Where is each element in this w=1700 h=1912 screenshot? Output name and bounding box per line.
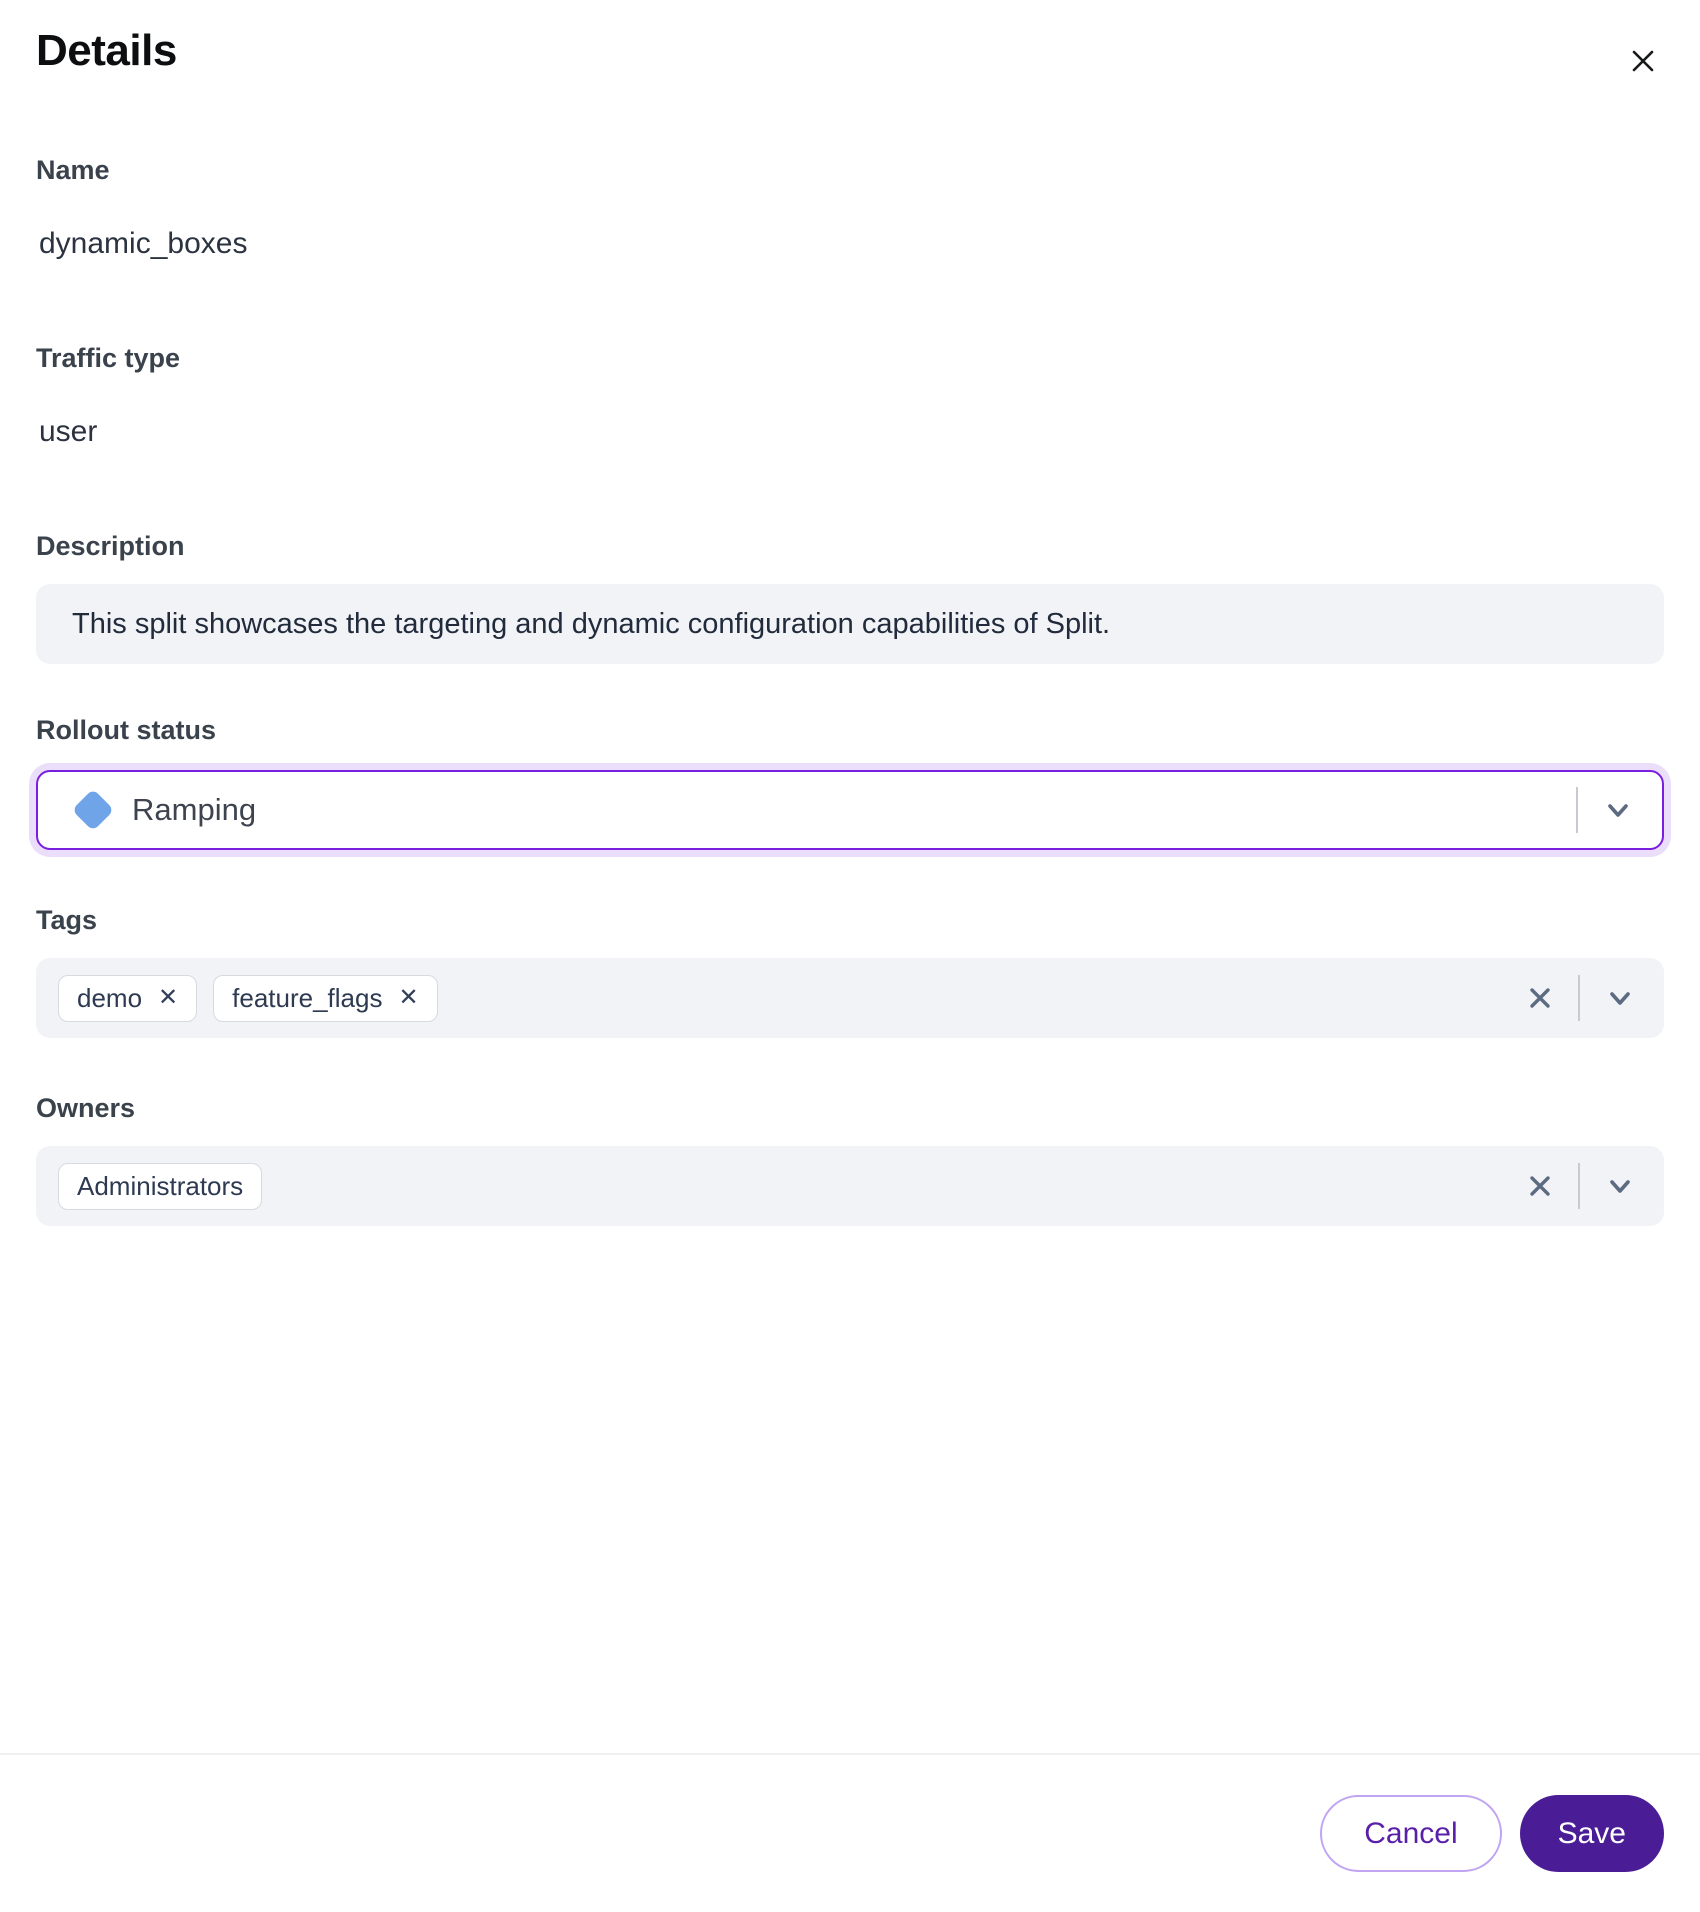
chip-remove-icon[interactable]: ✕ <box>158 984 179 1011</box>
tags-clear-button[interactable] <box>1522 980 1558 1016</box>
chip <box>58 975 197 1022</box>
rollout-status-label: Rollout status <box>36 715 216 745</box>
name-value: dynamic_boxes <box>39 227 248 260</box>
divider <box>1576 787 1578 833</box>
divider <box>1578 1163 1580 1209</box>
owners-controls <box>1522 1163 1664 1209</box>
name-label: Name <box>36 155 110 185</box>
traffic-type-value: user <box>39 415 98 448</box>
divider <box>1578 975 1580 1021</box>
clear-icon <box>1526 1172 1554 1200</box>
clear-icon <box>1526 984 1554 1012</box>
chip-label: demo <box>77 982 143 1013</box>
traffic-type-label: Traffic type <box>36 343 181 373</box>
rollout-status-select[interactable] <box>36 770 1664 850</box>
owners-field[interactable] <box>36 1146 1664 1226</box>
tags-controls <box>1522 975 1664 1021</box>
tags-label: Tags <box>36 905 98 935</box>
chevron-down-icon <box>1604 1170 1636 1202</box>
description-field <box>36 584 1664 664</box>
tags-dropdown-button[interactable] <box>1600 978 1640 1018</box>
close-icon <box>1628 46 1658 76</box>
tags-chip-list <box>58 975 1522 1022</box>
owners-clear-button[interactable] <box>1522 1168 1558 1204</box>
description-label: Description <box>36 531 185 561</box>
chevron-down-icon <box>1604 982 1636 1014</box>
save-button[interactable]: Save <box>1520 1795 1664 1872</box>
page-title: Details <box>36 26 177 75</box>
cancel-button[interactable]: Cancel <box>1320 1795 1501 1872</box>
chip-label: Administrators <box>77 1170 244 1201</box>
modal-footer <box>0 1753 1700 1912</box>
chevron-down-icon <box>1602 794 1634 826</box>
rollout-status-dropdown-button[interactable] <box>1598 790 1638 830</box>
owners-chip-list <box>58 1163 1522 1210</box>
owners-dropdown-button[interactable] <box>1600 1166 1640 1206</box>
rollout-status-value: Ramping <box>132 792 257 827</box>
owners-label: Owners <box>36 1093 136 1123</box>
select-controls <box>1576 787 1662 833</box>
tags-field[interactable] <box>36 958 1664 1038</box>
chip-remove-icon[interactable]: ✕ <box>398 984 419 1011</box>
chip <box>58 1163 262 1210</box>
description-value: This split showcases the targeting and dynamic configuration capabilities of Split. <box>72 608 1111 640</box>
chip-label: feature_flags <box>232 982 383 1013</box>
modal-header <box>36 26 1664 82</box>
ramping-status-diamond-icon <box>72 789 114 831</box>
chip <box>213 975 437 1022</box>
close-button[interactable] <box>1622 40 1664 82</box>
